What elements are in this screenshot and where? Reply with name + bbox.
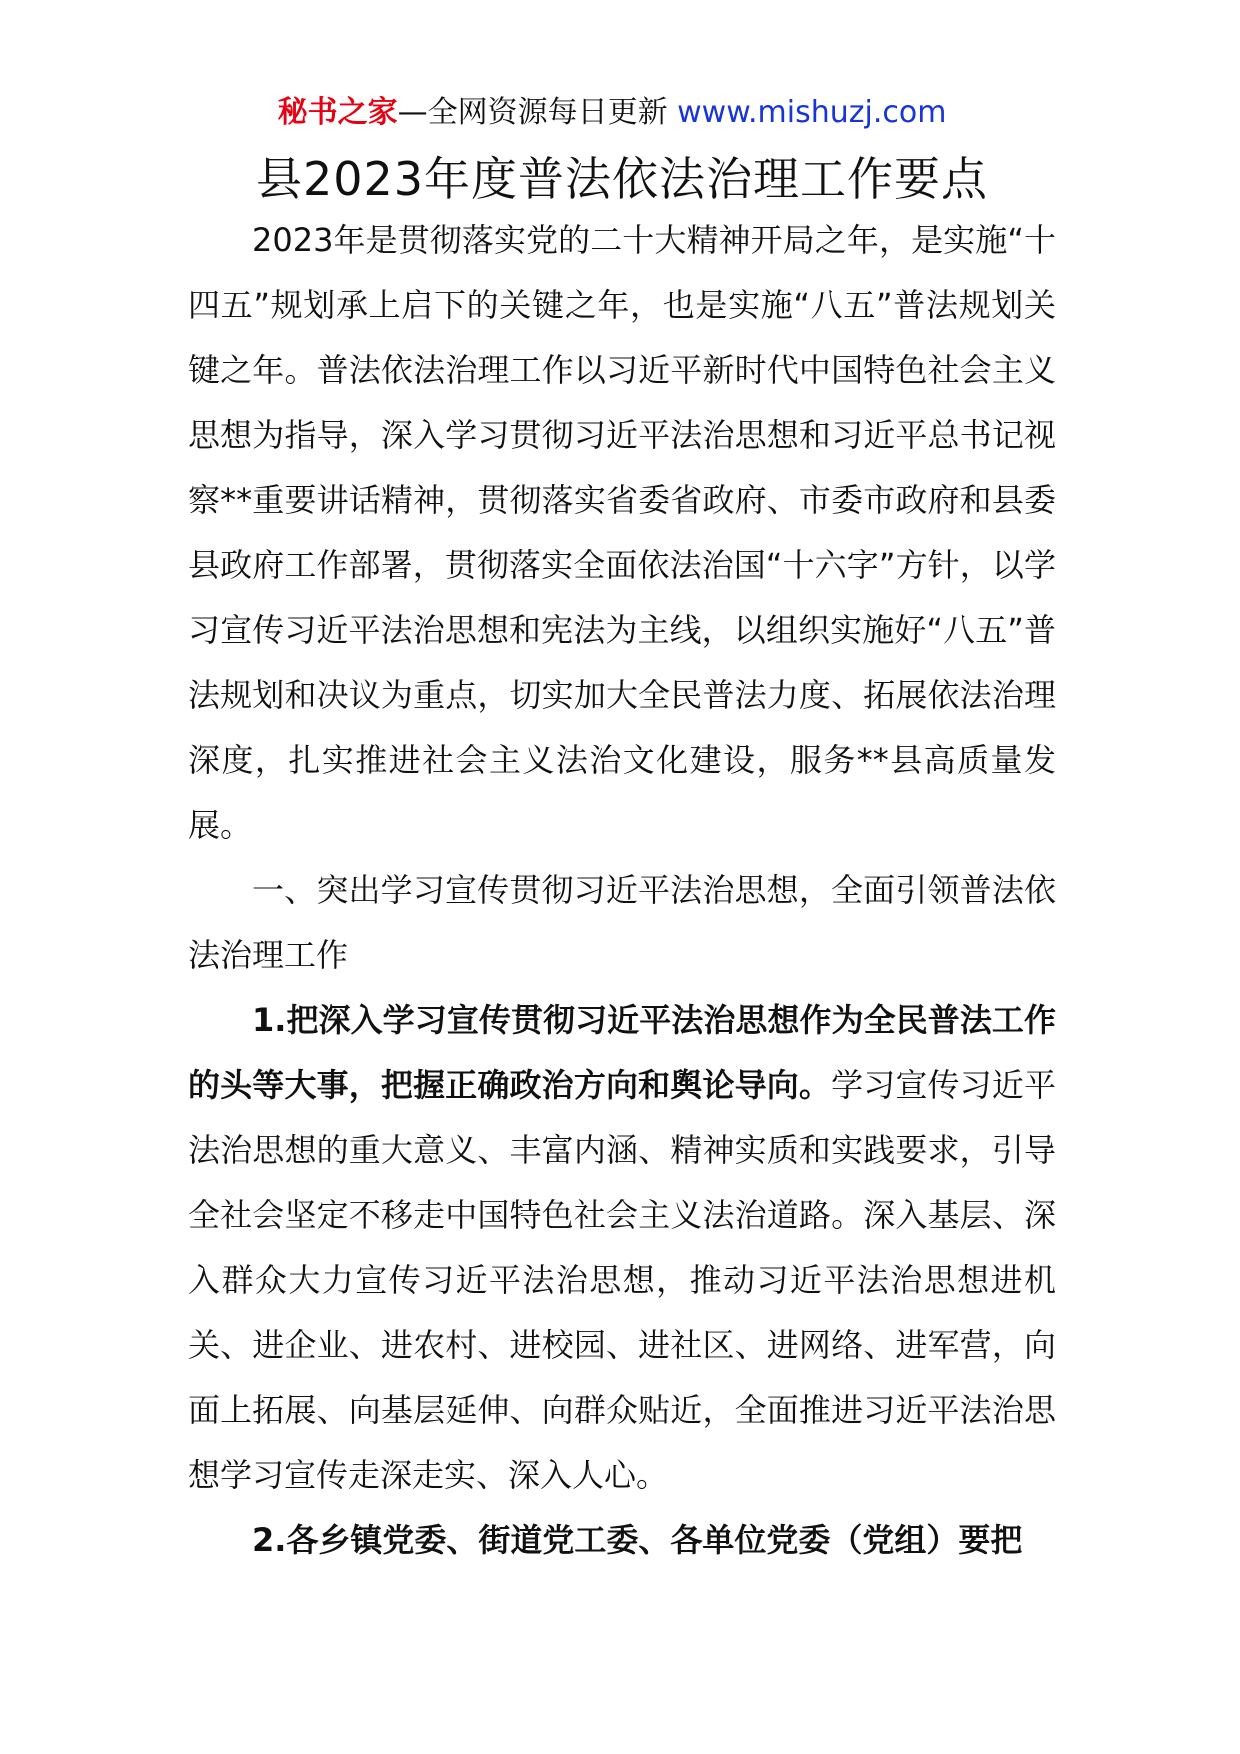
item-1-body: 学习宣传习近平法治思想的重大意义、丰富内涵、精神实质和实践要求，引导全社会坚定不移走中国特色社会主义法治道路。深入基层、深入群众大力宣传习近平法治思想，推动习近平法治思想进机关、进企业、进农村、进校园、进社区、进网络、进军营，向面上拓展、向基层延伸、向群众贴近，全面推进习近平法治思想学习宣传走深走实、深入人心。 [188, 1066, 1056, 1494]
item-2-paragraph [188, 1508, 1056, 1573]
site-brand: 秘书之家 [277, 95, 398, 130]
document-title: 县2023年度普法依法治理工作要点 [255, 152, 989, 206]
section-1-heading: 一、突出学习宣传贯彻习近平法治思想，全面引领普法依法治理工作 [188, 871, 1056, 974]
intro-paragraph: 2023年是贯彻落实党的二十大精神开局之年，是实施“十四五”规划承上启下的关键之年，也是实施“八五”普法规划关键之年。普法依法治理工作以习近平新时代中国特色社会主义思想为指导，深入学习贯彻习近平法治思想和习近平总书记视察**重要讲话精神，贯彻落实省委省政府、市委市政府和县委县政府工作部署，贯彻落实全面依法治国“十六字”方针，以学习宣传习近平法治思想和宪法为主线，以组织实施好“八五”普法规划和决议为重点，切实加大全民普法力度、拓展依法治理深度，扎实推进社会主义法治文化建设，服务**县高质量发展。 [188, 221, 1056, 844]
site-tagline: —全网资源每日更新 [397, 95, 678, 130]
item-1-heading: 1.把深入学习宣传贯彻习近平法治思想作为全民普法工作的头等大事，把握正确政治方向和舆论导向。 [188, 1001, 1056, 1104]
site-header [168, 92, 1056, 134]
document-page [188, 92, 1056, 1573]
site-url[interactable]: www.mishuzj.com [677, 95, 947, 130]
item-1-paragraph [188, 988, 1056, 1508]
item-2-heading: 2.各乡镇党委、街道党工委、各单位党委（党组）要把 [252, 1521, 1023, 1559]
